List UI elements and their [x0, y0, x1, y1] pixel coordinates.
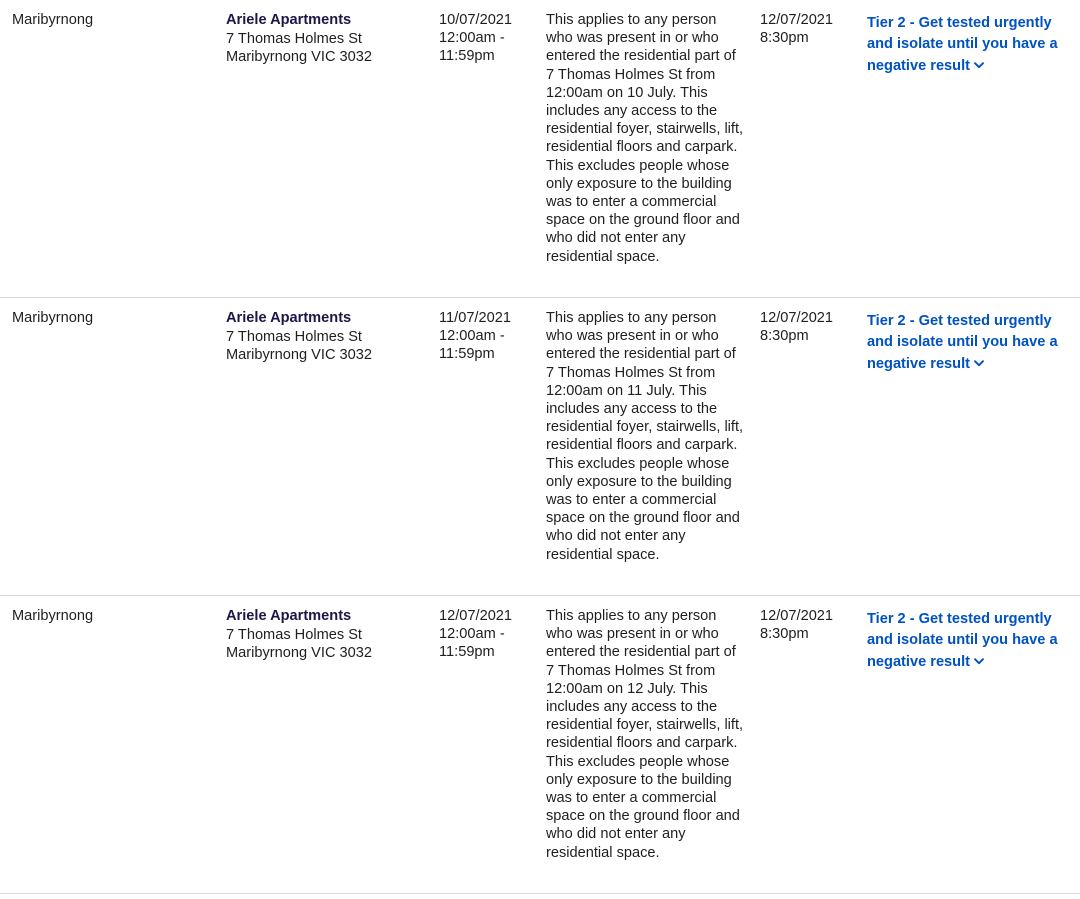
- chevron-down-icon: [974, 651, 984, 672]
- health-advice-label: Tier 2 - Get tested urgently and isolate until you have a negative result: [867, 611, 1058, 670]
- table-row: [0, 298, 1080, 596]
- exposure-end: 11:59pm: [439, 346, 495, 363]
- date-added-cell: [760, 309, 850, 345]
- exposure-date: 11/07/2021: [439, 310, 511, 326]
- date-added-cell: [760, 607, 850, 643]
- site-locality: Maribyrnong VIC 3032: [226, 645, 373, 662]
- site-street: 7 Thomas Holmes St: [226, 329, 362, 346]
- health-advice-toggle[interactable]: [867, 609, 1072, 673]
- site-locality: Maribyrnong VIC 3032: [226, 49, 373, 66]
- notes-cell: This applies to any person who was present in or who entered the residential part of 7 Thomas Holmes St from 12:00am on 10 July. This includes any access to the residential foyer, stairwells, lift, residential floors and carpark. This excludes people whose only exposure to the building was to enter a commercial space on the ground floor and who did not enter any residential space.: [546, 12, 744, 265]
- exposure-period-cell: [439, 11, 535, 66]
- added-date: 12/07/2021: [760, 12, 834, 28]
- added-date: 12/07/2021: [760, 310, 834, 326]
- exposure-time: 12:00am -: [439, 626, 505, 643]
- exposure-date: 10/07/2021: [439, 12, 513, 28]
- chevron-down-icon: [974, 353, 984, 374]
- site-cell: [226, 607, 426, 663]
- notes-cell: This applies to any person who was present in or who entered the residential part of 7 Thomas Holmes St from 12:00am on 12 July. This includes any access to the residential foyer, stairwells, lift, residential floors and carpark. This excludes people whose only exposure to the building was to enter a commercial space on the ground floor and who did not enter any residential space.: [546, 608, 744, 861]
- added-time: 8:30pm: [760, 30, 809, 47]
- site-street: 7 Thomas Holmes St: [226, 627, 362, 644]
- exposure-period-cell: [439, 309, 535, 364]
- table-row: [0, 596, 1080, 894]
- health-advice-label: Tier 2 - Get tested urgently and isolate until you have a negative result: [867, 15, 1058, 74]
- exposure-time: 12:00am -: [439, 30, 505, 47]
- exposure-end: 11:59pm: [439, 644, 495, 661]
- notes-cell: This applies to any person who was present in or who entered the residential part of 7 Thomas Holmes St from 12:00am on 11 July. This includes any access to the residential foyer, stairwells, lift, residential floors and carpark. This excludes people whose only exposure to the building was to enter a commercial space on the ground floor and who did not enter any residential space.: [546, 310, 744, 563]
- site-name: Ariele Apartments: [226, 12, 352, 28]
- health-advice-label: Tier 2 - Get tested urgently and isolate until you have a negative result: [867, 313, 1058, 372]
- added-time: 8:30pm: [760, 626, 809, 643]
- date-added-cell: [760, 11, 850, 47]
- suburb-cell: Maribyrnong: [12, 310, 94, 326]
- site-street: 7 Thomas Holmes St: [226, 31, 362, 48]
- added-date: 12/07/2021: [760, 608, 834, 624]
- added-time: 8:30pm: [760, 328, 809, 345]
- health-advice-toggle[interactable]: [867, 13, 1072, 77]
- suburb-cell: Maribyrnong: [12, 608, 94, 624]
- exposure-end: 11:59pm: [439, 48, 495, 65]
- site-name: Ariele Apartments: [226, 608, 352, 624]
- table-row: [0, 0, 1080, 298]
- site-name: Ariele Apartments: [226, 310, 352, 326]
- exposure-date: 12/07/2021: [439, 608, 513, 624]
- chevron-down-icon: [974, 55, 984, 76]
- site-locality: Maribyrnong VIC 3032: [226, 347, 373, 364]
- exposure-time: 12:00am -: [439, 328, 505, 345]
- site-cell: [226, 309, 426, 365]
- health-advice-toggle[interactable]: [867, 311, 1072, 375]
- suburb-cell: Maribyrnong: [12, 12, 94, 28]
- site-cell: [226, 11, 426, 67]
- exposure-period-cell: [439, 607, 535, 662]
